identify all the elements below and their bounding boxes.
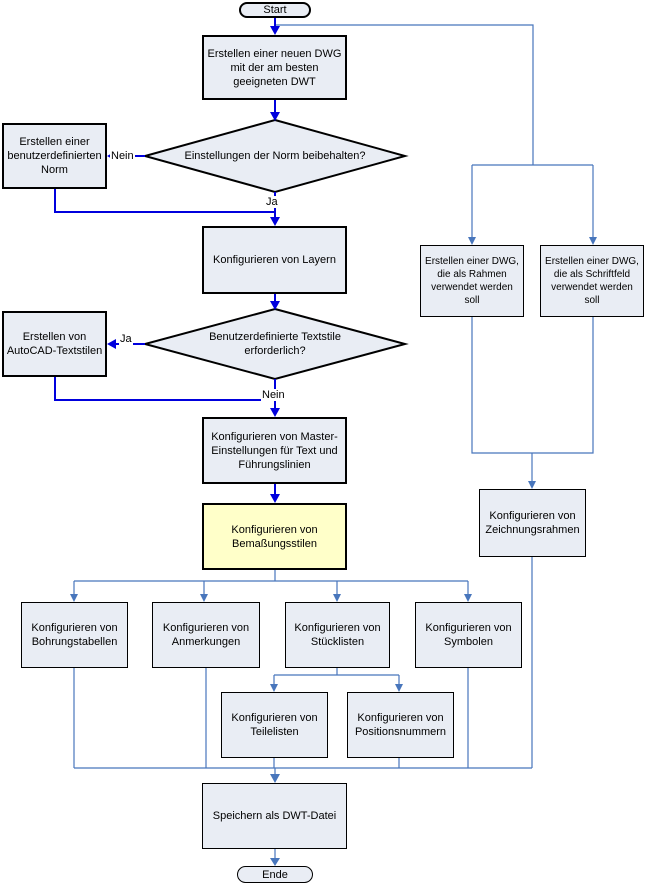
node-configure-bom xyxy=(285,602,390,668)
node-configure-drawing-border xyxy=(479,489,586,557)
node-create-dwg-titleblock xyxy=(540,245,644,317)
node-end xyxy=(237,866,313,883)
node-save-dwt xyxy=(202,783,347,849)
node-configure-layers xyxy=(202,226,347,294)
node-configure-annotations-label: Konfigurieren von Anmerkungen xyxy=(162,622,250,648)
node-create-textstyles-label: Erstellen von AutoCAD-Textstilen xyxy=(6,331,103,357)
node-create-custom-norm-label: Erstellen einer benutzerdefinierten Norm xyxy=(7,136,102,176)
node-create-custom-norm xyxy=(2,123,107,189)
node-configure-hole-tables xyxy=(21,602,128,668)
node-configure-dimstyles xyxy=(202,503,347,570)
node-create-dwg-titleblock-label: Erstellen einer DWG, die als Schriftfeld verwendet werden soll xyxy=(545,256,639,306)
node-save-dwt-label: Speichern als DWT-Datei xyxy=(212,810,337,822)
node-end-label: Ende xyxy=(262,868,288,881)
node-configure-drawing-border-label: Konfigurieren von Zeichnungsrahmen xyxy=(485,510,580,536)
node-configure-bom-label: Konfigurieren von Stücklisten xyxy=(294,622,381,648)
node-configure-master xyxy=(202,417,347,484)
edge-label-textstyles-yes: Ja xyxy=(120,333,132,345)
node-create-dwg-frame xyxy=(420,245,524,317)
node-create-textstyles xyxy=(2,311,107,377)
edge-label-norm-no: Nein xyxy=(111,150,134,162)
node-configure-balloons xyxy=(347,692,454,758)
node-configure-parts-lists xyxy=(221,692,328,758)
node-configure-layers-label: Konfigurieren von Layern xyxy=(213,254,336,266)
node-configure-symbols-label: Konfigurieren von Symbolen xyxy=(425,622,512,648)
node-start-label: Start xyxy=(263,4,287,16)
node-create-dwg-label: Erstellen einer neuen DWG mit der am besten geeigneten DWT xyxy=(207,47,342,88)
edge-label-norm-yes: Ja xyxy=(266,196,278,208)
node-configure-dimstyles-label: Konfigurieren von Bemaßungsstilen xyxy=(231,523,318,550)
node-configure-parts-lists-label: Konfigurieren von Teilelisten xyxy=(231,712,318,738)
node-configure-symbols xyxy=(415,602,522,668)
node-start xyxy=(239,2,311,18)
edge-label-textstyles-no: Nein xyxy=(262,389,285,401)
node-configure-hole-tables-label: Konfigurieren von Bohrungstabellen xyxy=(31,622,118,648)
node-create-dwg xyxy=(202,35,347,100)
node-configure-annotations xyxy=(152,602,260,668)
decision-norm-label: Einstellungen der Norm beibehalten? xyxy=(184,150,366,162)
decision-textstyles-label: Benutzerdefinierte Textstile erforderlich? xyxy=(209,331,341,357)
node-create-dwg-frame-label: Erstellen einer DWG, die als Rahmen verwendet werden soll xyxy=(425,256,519,306)
node-configure-balloons-label: Konfigurieren von Positionsnummern xyxy=(354,712,447,738)
node-configure-master-label: Konfigurieren von Master-Einstellungen für Text und Führungslinien xyxy=(211,430,338,471)
